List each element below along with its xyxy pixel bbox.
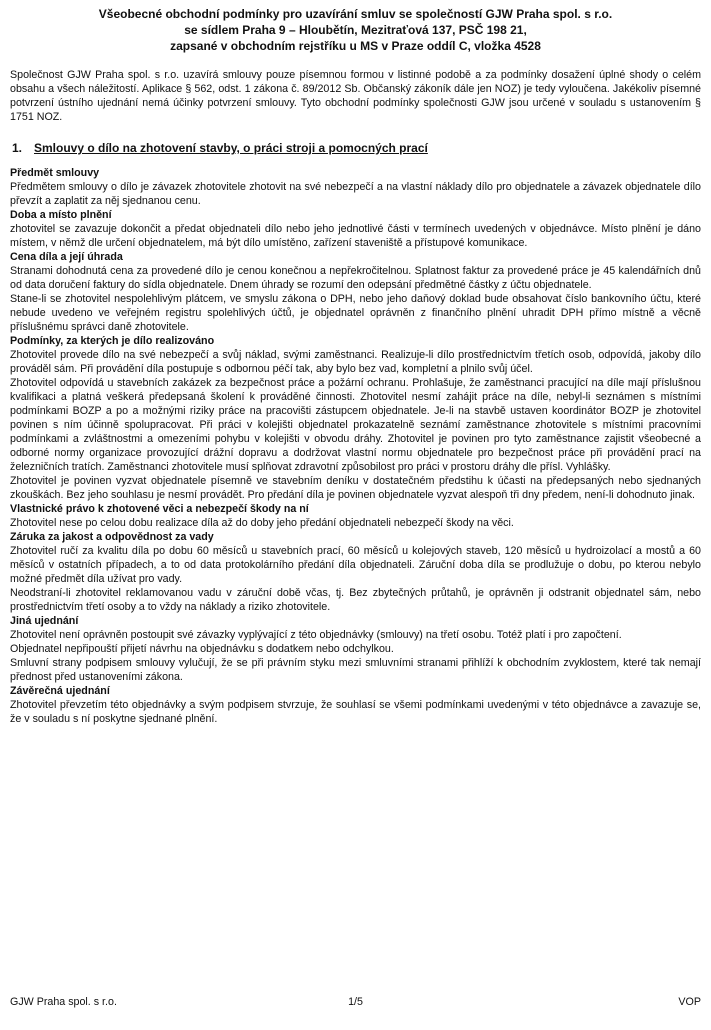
subsection-heading: Záruka za jakost a odpovědnost za vady bbox=[10, 531, 214, 543]
subsection-heading: Vlastnické právo k zhotovené věci a nebezpečí škody na ní bbox=[10, 503, 309, 515]
section-title: Smlouvy o dílo na zhotovení stavby, o práci stroji a pomocných prací bbox=[34, 141, 428, 155]
paragraph: Smluvní strany podpisem smlouvy vylučují, že se při právním styku mezi smluvními stranami přihlíží k obchodním zvyklostem, které tak nemají přednost před ustanoveními zákona. bbox=[10, 657, 701, 683]
paragraph: Zhotovitel nese po celou dobu realizace díla až do doby jeho předání objednateli nebezpečí škody na věci. bbox=[10, 517, 514, 529]
paragraph: zhotovitel se zavazuje dokončit a předat objednateli dílo nebo jeho jednotlivé části v termínech uvedených v objednávce. Místo plnění je dáno místem, v němž dle určení objednatelem, má být dílo umístěno, zařízení staveniště a přístupové komunikace. bbox=[10, 223, 701, 249]
footer-page-number: 1/5 bbox=[348, 996, 363, 1008]
paragraph: Neodstraní-li zhotovitel reklamovanou vadu v záruční době včas, tj. Bez zbytečných průtahů, je oprávněn ji odstranit objednatel sám, nebo prostřednictvím třetí osoby a to vždy na náklady a riziko zhotovitele. bbox=[10, 587, 701, 613]
header-line-3: zapsané v obchodním rejstříku u MS v Praze oddíl C, vložka 4528 bbox=[170, 39, 541, 53]
paragraph: Předmětem smlouvy o dílo je závazek zhotovitele zhotovit na své nebezpečí a na vlastní náklady dílo pro objednatele a závazek objednatele dílo převzít a zaplatit za něj sjednanou cenu. bbox=[10, 181, 701, 207]
paragraph: Zhotovitel provede dílo na své nebezpečí a svůj náklad, svými zaměstnanci. Realizuje-li dílo prostřednictvím třetích osob, odpovídá, jakoby dílo prováděl sám. Při provádění díla postupuje s odbornou péčí tak, aby bylo bez vad, kompletní a plnilo svůj účel. bbox=[10, 349, 701, 375]
subsection-heading: Předmět smlouvy bbox=[10, 167, 100, 179]
subsection-heading: Závěrečná ujednání bbox=[10, 685, 110, 697]
subsection-heading: Jiná ujednání bbox=[10, 615, 79, 627]
section-number: 1. bbox=[12, 141, 23, 155]
footer-doc-code: VOP bbox=[678, 996, 701, 1008]
header-line-2: se sídlem Praha 9 – Hloubětín, Mezitraťová 137, PSČ 198 21, bbox=[184, 23, 527, 37]
intro-paragraph: Společnost GJW Praha spol. s r.o. uzavírá smlouvy pouze písemnou formou v listinné podobě a za podmínky dosažení úplné shody o celém obsahu a všech náležitostí. Aplikace § 562, odst. 1 zákona č. 89/2012 Sb. Občanský zákoník dále jen NOZ) je tedy vyloučena. Jakékoliv písemné potvrzení ústního ujednání nemá účinky potvrzení smlouvy. Tyto obchodní podmínky společnosti GJW jsou určené v souladu s ustanovením § 1751 NOZ. bbox=[10, 69, 701, 123]
page-footer bbox=[10, 995, 701, 1009]
subsection-heading: Podmínky, za kterých je dílo realizováno bbox=[10, 335, 215, 347]
document-header bbox=[10, 6, 701, 54]
subsection-heading: Cena díla a její úhrada bbox=[10, 251, 123, 263]
paragraph: Zhotovitel ručí za kvalitu díla po dobu 60 měsíců u stavebních prací, 60 měsíců u kolejových staveb, 120 měsíců u hydroizolací a mostů a 60 měsíců v ostatních případech, a to od data protokolárního předání díla objednateli. Záruční doba díla se prodlužuje o dobu, po kterou nebylo možné předmět díla užívat pro vady. bbox=[10, 545, 701, 585]
paragraph: Stranami dohodnutá cena za provedené dílo je cenou konečnou a nepřekročitelnou. Splatnost faktur za provedené práce je 45 kalendářních dnů od data doručení faktury do sídla objednatele. Dnem úhrady se rozumí den odepsání předmětné částky z účtu objednatele. bbox=[10, 265, 701, 291]
paragraph: Zhotovitel není oprávněn postoupit své závazky vyplývající z této objednávky (smlouvy) na třetí osobu. Totéž platí i pro započtení. bbox=[10, 629, 622, 641]
footer-company: GJW Praha spol. s r.o. bbox=[10, 996, 117, 1008]
section-heading bbox=[10, 140, 701, 156]
section-content bbox=[10, 166, 701, 726]
header-line-1: Všeobecné obchodní podmínky pro uzavírání smluv se společností GJW Praha spol. s r.o. bbox=[98, 7, 613, 21]
subsection-heading: Doba a místo plnění bbox=[10, 209, 112, 221]
paragraph: Stane-li se zhotovitel nespolehlivým plátcem, ve smyslu zákona o DPH, nebo jeho daňový doklad bude obsahovat číslo bankovního účtu, které nebude uvedeno ve veřejném registru spolehlivých účtů, je objednatel oprávněn z finančního plnění uhradit DPH přímo místně a věcně příslušnému správci daně zhotovitele. bbox=[10, 293, 701, 333]
paragraph: Objednatel nepřipouští přijetí návrhu na objednávku s dodatkem nebo odchylkou. bbox=[10, 643, 394, 655]
paragraph: Zhotovitel odpovídá u stavebních zakázek za bezpečnost práce a požární ochranu. Prohlašuje, že zaměstnanci pracující na díle mají příslušnou kvalifikaci a platná veškerá předepsaná školení k prováděné činnosti. Zhotovitel nesmí zahájit práce na díle, nebyl-li seznámen s místními podmínkami BOZP a po a možnými riziky práce na pracovišti zástupcem objednatele. Je-li na stavbě ustaven koordinátor BOZP je zhotovitel povinen s ním účinně spolupracovat. Při práci v kolejišti objednatel prokazatelně seznámí zaměstnance zhotovitele s místními pracovními podmínkami a zvláštnostmi a omezeními pohybu v kolejišti v obvodu dráhy. Zhotovitel je povinen pro tyto zaměstnance zajistit všeobecné a odborné normy organizace provozující drážní dopravu a dodržovat vlastní normu objednatele pro bezpečnost práce při provádění prací na železničních tratích. Zaměstnanci zhotovitele musí splňovat zdravotní způsobilost pro práci v prostoru dráhy dle přísl. Vyhlášky. bbox=[10, 377, 701, 473]
paragraph: Zhotovitel převzetím této objednávky a svým podpisem stvrzuje, že souhlasí se všemi podmínkami uvedenými v této objednávce a zavazuje se, že v souladu s ní poskytne sjednané plnění. bbox=[10, 699, 701, 725]
paragraph: Zhotovitel je povinen vyzvat objednatele písemně ve stavebním deníku v dostatečném předstihu k účasti na předepsaných nebo sjednaných zkouškách. Bez jeho souhlasu je nesmí provádět. Pro předání díla je povinen objednatele vyzvat alespoň tři dny předem, není-li dohodnuto jinak. bbox=[10, 475, 701, 501]
